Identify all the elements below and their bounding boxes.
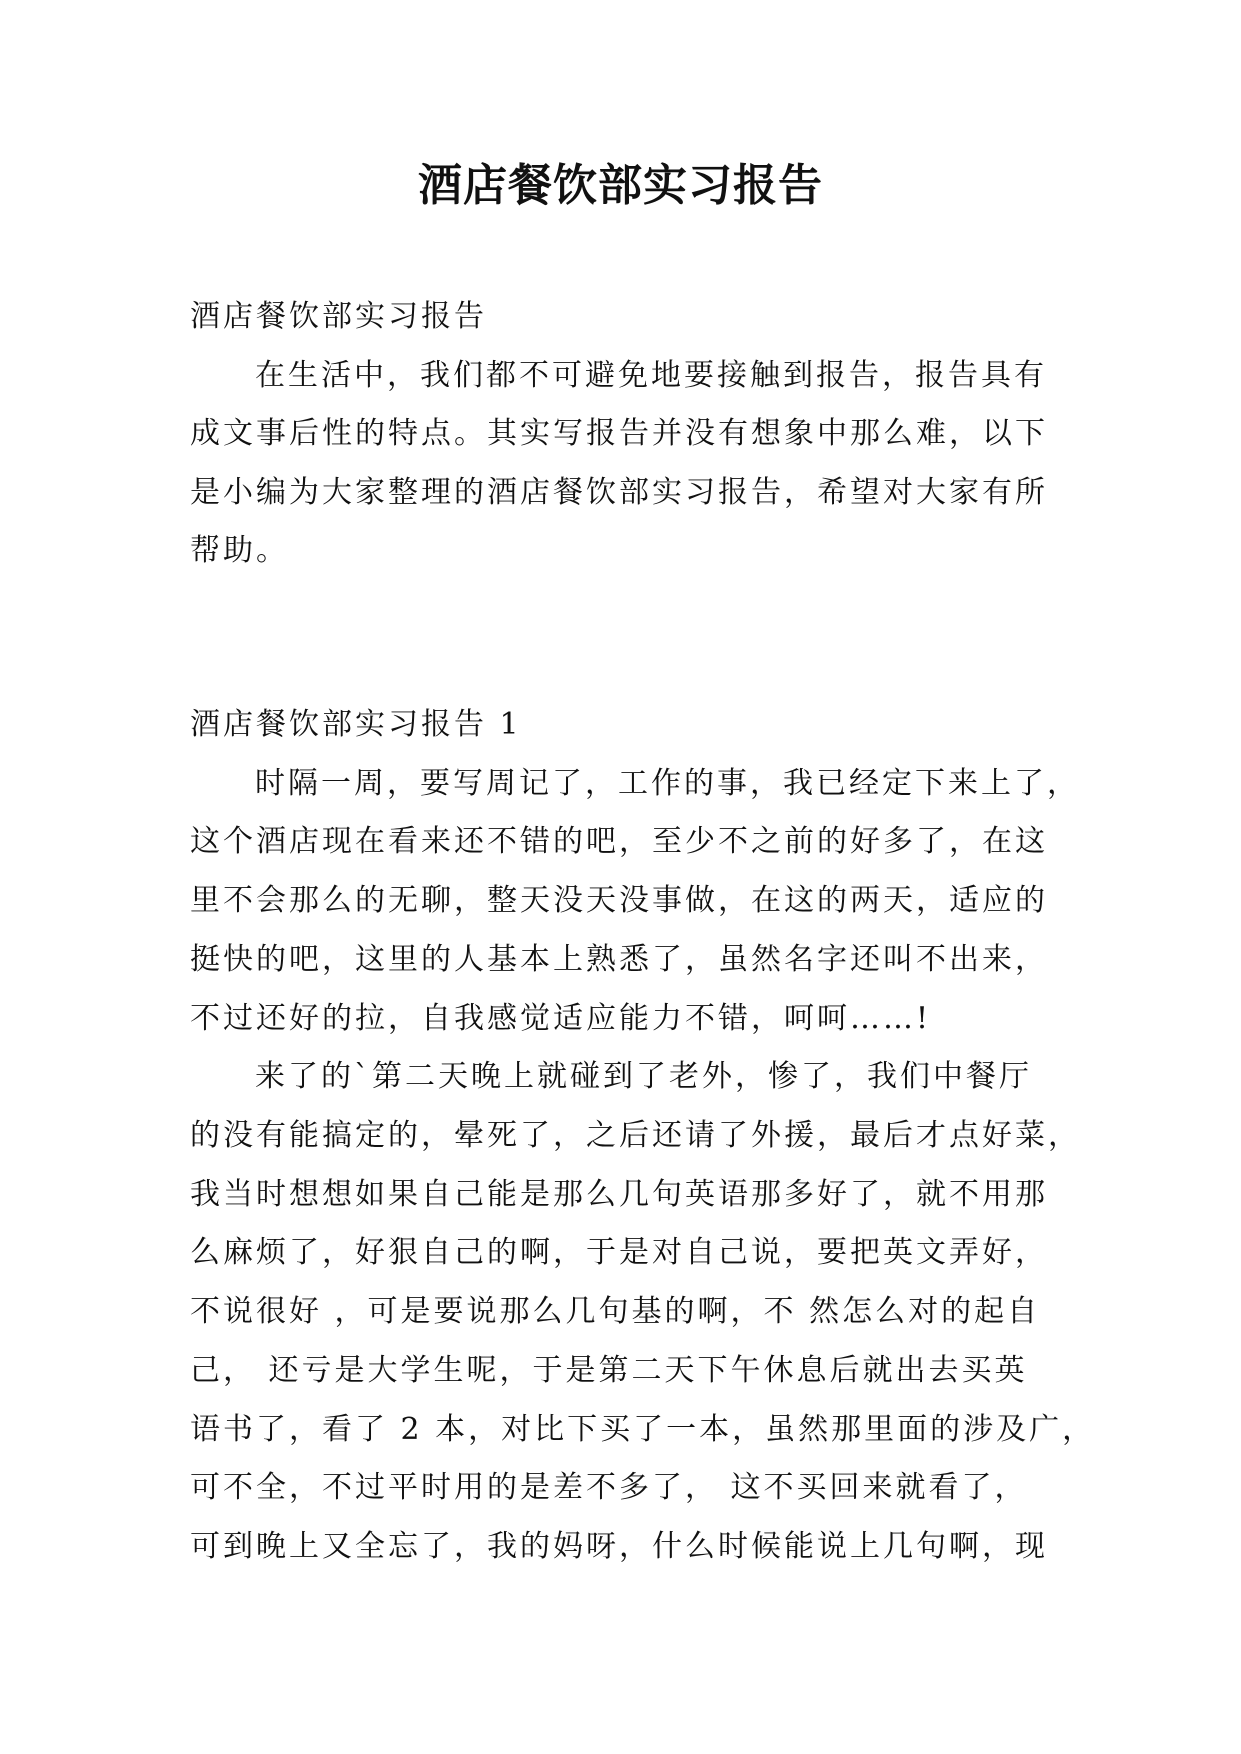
section1-paragraph2-line: 可不全，不过平时用的是差不多了， 这不买回来就看了， <box>190 1470 1028 1505</box>
section1-paragraph2-line: 语书了，看了 2 本，对比下买了一本，虽然那里面的涉及广， <box>190 1412 1096 1447</box>
intro-line: 在生活中，我们都不可避免地要接触到报告，报告具有 <box>255 358 1047 393</box>
section1-paragraph2-line: 么麻烦了，好狠自己的啊，于是对自己说，要把英文弄好， <box>190 1235 1048 1270</box>
section1-paragraph2-line: 的没有能搞定的，晕死了，之后还请了外援，最后才点好菜， <box>190 1118 1081 1153</box>
section1-paragraph1-line: 里不会那么的无聊，整天没天没事做，在这的两天，适应的 <box>190 883 1048 918</box>
section1-paragraph1-line: 不过还好的拉，自我感觉适应能力不错，呵呵……! <box>190 1001 932 1036</box>
section1-heading: 酒店餐饮部实习报告 1 <box>190 707 522 742</box>
section1-paragraph1-line: 时隔一周，要写周记了，工作的事，我已经定下来上了， <box>255 766 1080 801</box>
intro-line: 成文事后性的特点。其实写报告并没有想象中那么难，以下 <box>190 416 1048 451</box>
intro-line: 帮助。 <box>190 533 289 568</box>
section1-paragraph2-line: 不说很好 ，可是要说那么几句基的啊，不 然怎么对的起自 <box>190 1294 1041 1329</box>
section1-paragraph2-line: 我当时想想如果自己能是那么几句英语那多好了，就不用那 <box>190 1177 1048 1212</box>
intro-line: 是小编为大家整理的酒店餐饮部实习报告，希望对大家有所 <box>190 475 1048 510</box>
section1-paragraph2-line: 己， 还亏是大学生呢，于是第二天下午休息后就出去买英 <box>190 1353 1028 1388</box>
section1-paragraph2-line: 可到晚上又全忘了，我的妈呀，什么时候能说上几句啊，现 <box>190 1529 1048 1564</box>
intro-heading: 酒店餐饮部实习报告 <box>190 299 487 334</box>
section1-paragraph2-line: 来了的`第二天晚上就碰到了老外，惨了，我们中餐厅 <box>255 1059 1032 1094</box>
document-title: 酒店餐饮部实习报告 <box>418 160 823 211</box>
section1-paragraph1-line: 这个酒店现在看来还不错的吧，至少不之前的好多了，在这 <box>190 824 1048 859</box>
section1-paragraph1-line: 挺快的吧，这里的人基本上熟悉了，虽然名字还叫不出来， <box>190 942 1048 977</box>
